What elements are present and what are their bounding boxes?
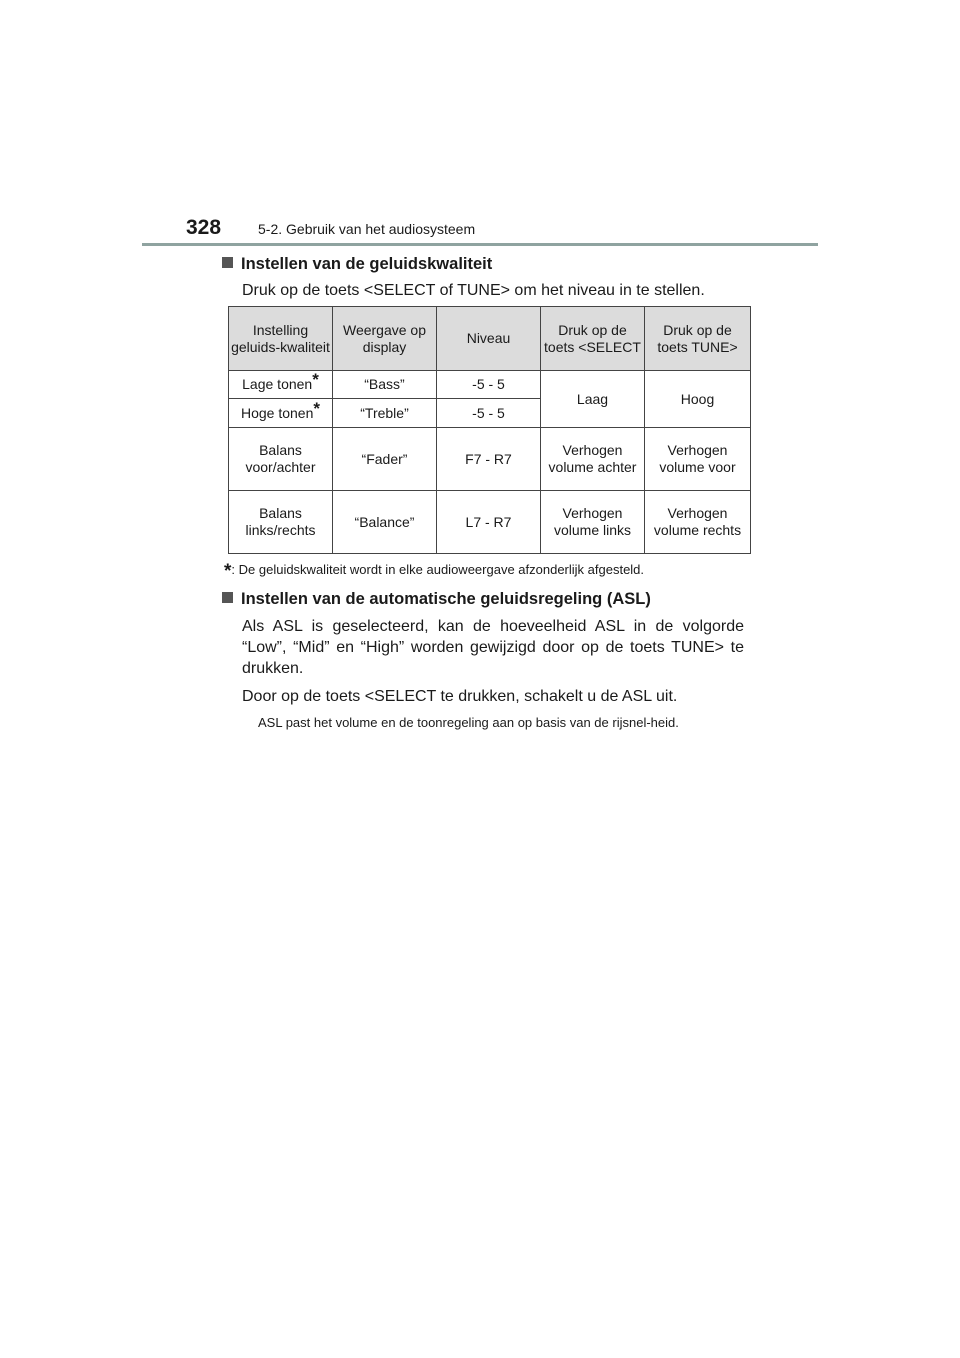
table-cell: “Balance”: [333, 491, 437, 554]
table-cell: Lage tonen*: [229, 371, 333, 399]
table-cell: F7 - R7: [437, 428, 541, 491]
table-header: Instelling geluids-kwaliteit: [229, 307, 333, 371]
table-header: Druk op de toets <SELECT: [541, 307, 645, 371]
asl-paragraph: Als ASL is geselecteerd, kan de hoeveelheid ASL in de volgorde “Low”, “Mid” en “High” worden gewijzigd door op de toets TUNE> te drukken.: [242, 618, 744, 677]
table-cell: Verhogen volume links: [541, 491, 645, 554]
sound-settings-table: [228, 306, 751, 554]
table-cell: Hoge tonen*: [229, 399, 333, 428]
table-cell: Laag: [541, 371, 645, 428]
heading-text: Instellen van de geluidskwaliteit: [241, 255, 493, 273]
section-heading-asl: [222, 590, 651, 609]
table-row: [229, 428, 751, 491]
table-cell: “Bass”: [333, 371, 437, 399]
page-number: 328: [186, 216, 222, 239]
table-row: [229, 371, 751, 399]
table-cell: L7 - R7: [437, 491, 541, 554]
table-cell: Balans links/rechts: [229, 491, 333, 554]
square-bullet-icon: [222, 257, 233, 268]
header-rule: [142, 243, 818, 246]
table-row: [229, 491, 751, 554]
table-header: Weergave op display: [333, 307, 437, 371]
table-header: Niveau: [437, 307, 541, 371]
footnote: [224, 561, 644, 583]
instruction-text: Druk op de toets <SELECT of TUNE> om het niveau in te stellen.: [242, 282, 705, 299]
table-cell: Verhogen volume rechts: [645, 491, 751, 554]
table-header: Druk op de toets TUNE>: [645, 307, 751, 371]
table-cell: Verhogen volume voor: [645, 428, 751, 491]
square-bullet-icon: [222, 592, 233, 603]
table-cell: Hoog: [645, 371, 751, 428]
asl-paragraph: Door op de toets <SELECT te drukken, schakelt u de ASL uit.: [242, 688, 678, 705]
table-cell: -5 - 5: [437, 399, 541, 428]
table-cell: “Treble”: [333, 399, 437, 428]
footnote-text: : De geluidskwaliteit wordt in elke audioweergave afzonderlijk afgesteld.: [231, 562, 645, 577]
table-cell: -5 - 5: [437, 371, 541, 399]
chapter-title: 5-2. Gebruik van het audiosysteem: [258, 221, 476, 237]
table-cell: Balans voor/achter: [229, 428, 333, 491]
table-cell: Verhogen volume achter: [541, 428, 645, 491]
section-heading-sound-quality: [222, 255, 492, 274]
table-header-row: [229, 307, 751, 371]
heading-text: Instellen van de automatische geluidsregeling (ASL): [241, 590, 651, 608]
table-cell: “Fader”: [333, 428, 437, 491]
asl-note: ASL past het volume en de toonregeling aan op basis van de rijsnel-heid.: [258, 715, 679, 730]
footnote-marker: *: [224, 561, 232, 582]
